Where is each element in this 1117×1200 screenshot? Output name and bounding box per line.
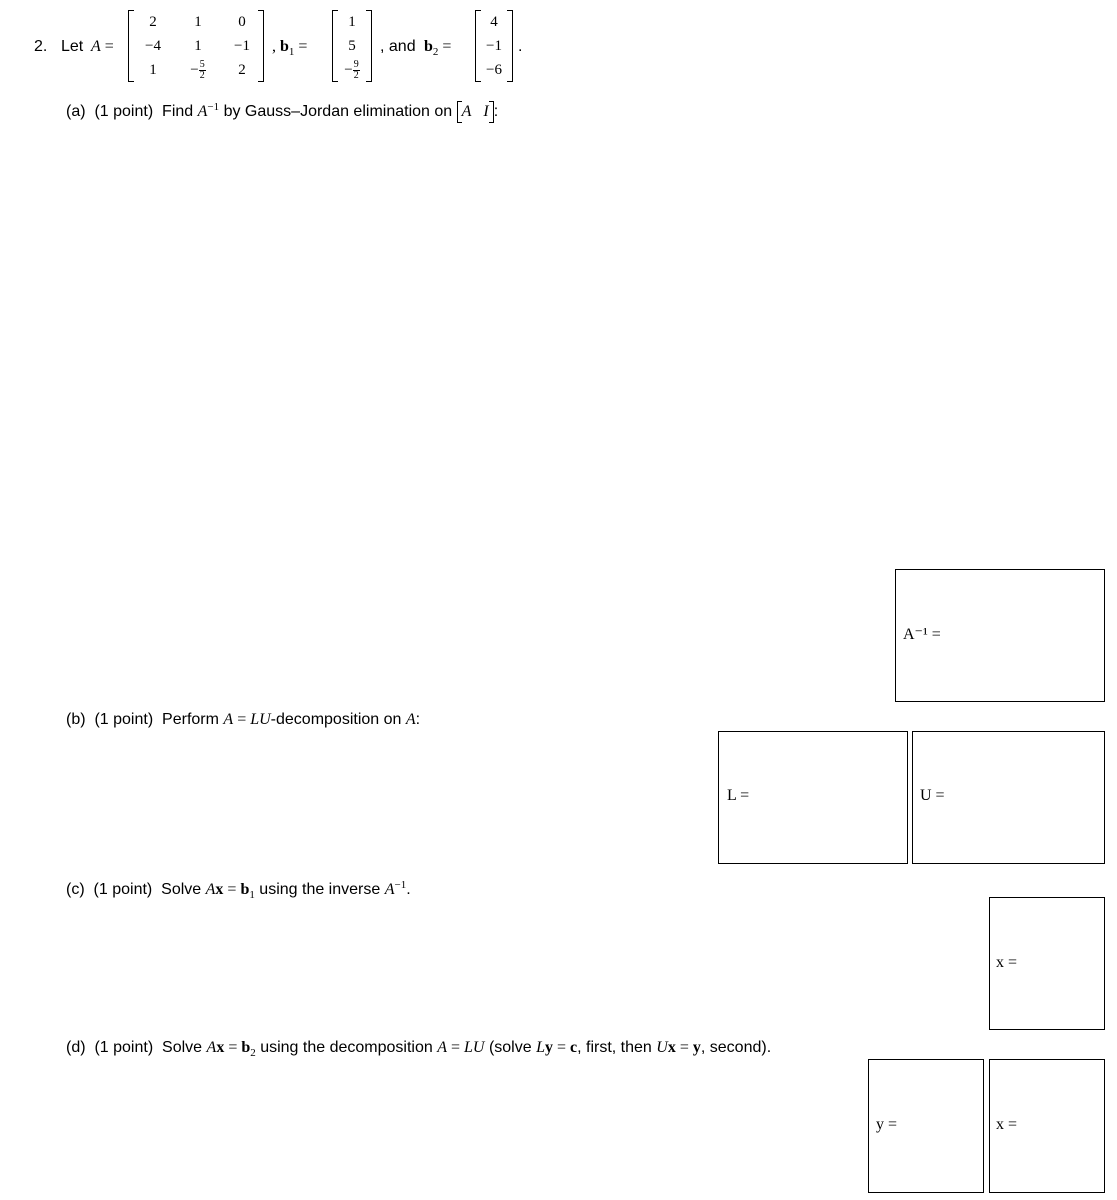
part-d-label: (d)	[66, 1039, 86, 1056]
matrix-A-cell: − $\frac{5}{2}$	[190, 59, 205, 82]
d-y-label: y =	[876, 1116, 898, 1133]
matrix-A-cell: 1	[149, 62, 157, 78]
part-c-points: (1 point)	[93, 881, 153, 898]
a-inverse-label: A⁻¹ =	[903, 626, 941, 643]
part-a-prompt: (a) (1 point) Find $A^{-1}$ by Gauss–Jordan elimination on A I :	[66, 97, 498, 123]
vector-b2-cell: −6	[486, 62, 502, 78]
matrix-A-cell: 1	[194, 14, 202, 30]
part-c-prompt: (c) (1 point) Solve $Ax = b_1$ using the inverse $A^{-1}$.	[66, 879, 411, 901]
matrix-A-cell: 0	[238, 14, 246, 30]
b1-equals: , $b_1$ =	[272, 38, 308, 58]
part-d-points: (1 point)	[94, 1039, 154, 1056]
b-U-label: U =	[920, 787, 945, 804]
A-equals: A =	[91, 38, 114, 55]
vector-b2-cell: −1	[486, 38, 502, 54]
part-b-prompt: (b) (1 point) Perform A = LU-decomposition on A:	[66, 711, 421, 728]
let-text: Let	[61, 38, 84, 55]
problem-number: 2.	[34, 38, 48, 55]
vector-b1-cell: 5	[348, 38, 356, 54]
part-d-prompt: (d) (1 point) Solve $Ax = b_2$ using the decomposition A = LU (solve Ly = c, first, then Ux = y, second).	[66, 1039, 772, 1059]
d-x-label: x =	[996, 1116, 1018, 1133]
vector-b1-cell: 1	[348, 14, 356, 30]
part-a-points: (1 point)	[94, 103, 154, 120]
vector-b2	[475, 10, 513, 82]
part-a-label: (a)	[66, 103, 86, 120]
matrix-A-cell: 2	[149, 14, 157, 30]
matrix-A-cell: −4	[145, 38, 161, 54]
matrix-A	[128, 10, 264, 82]
vector-b2-cell: 4	[490, 14, 498, 30]
part-b-label: (b)	[66, 711, 86, 728]
matrix-A-cell: 1	[194, 38, 202, 54]
c-x-label: x =	[996, 954, 1018, 971]
matrix-A-cell: 2	[238, 62, 246, 78]
matrix-A-cell: −1	[234, 38, 250, 54]
b2-equals: $b_2$ =	[424, 38, 452, 58]
period: .	[518, 38, 523, 55]
part-b-points: (1 point)	[94, 711, 154, 728]
part-c-label: (c)	[66, 881, 85, 898]
vector-b1-cell: − $\frac{9}{2}$	[344, 59, 359, 82]
and-text: , and	[380, 38, 416, 55]
vector-b1	[332, 10, 372, 82]
b-L-label: L =	[727, 787, 750, 804]
